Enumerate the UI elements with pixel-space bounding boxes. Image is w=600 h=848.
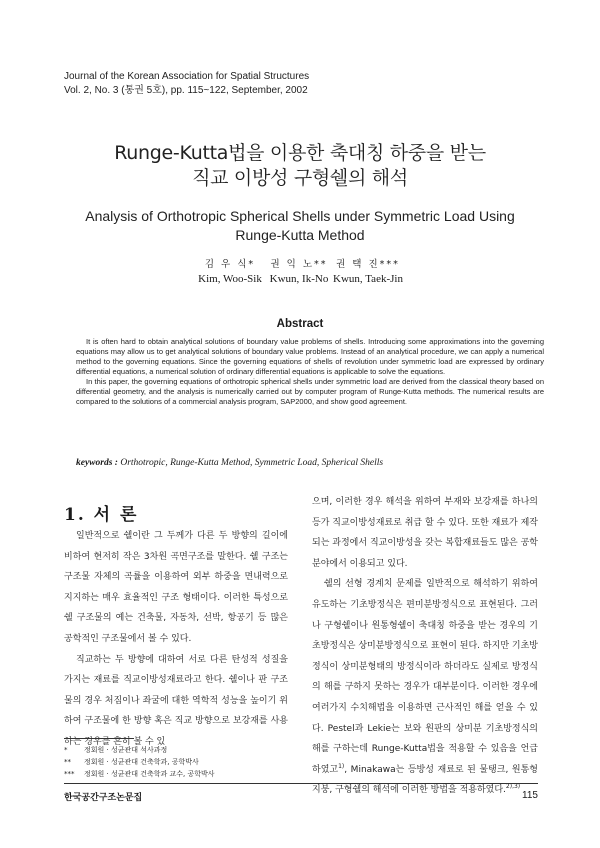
- author-name-ko: 김 우 식*: [204, 259, 256, 270]
- english-title-line1: Analysis of Orthotropic Spherical Shells under Symmetric Load Using: [85, 208, 515, 224]
- footnote: [64, 756, 215, 768]
- author-name-ko: 권 익 노**: [270, 259, 328, 270]
- journal-name: Journal of the Korean Association for Spatial Structures: [64, 71, 310, 82]
- reference-mark: 1): [338, 762, 345, 770]
- body-paragraph: 직교하는 두 방향에 대하여 서로 다른 탄성적 성질을 가지는 재료를 직교이방성재료라고 한다. 쉘이나 판 구조물의 경우 처짐이나 좌굴에 대한 역학적 성능을 높이기 위하여 구조물에 한 방향 혹은 직교 방향으로 보강재를 사용하는 경우를 흔히 볼 수 있: [64, 654, 288, 747]
- footnote-divider: [64, 738, 134, 739]
- footnote-mark: **: [64, 758, 71, 766]
- body-column-left: [64, 526, 288, 753]
- footer-journal-name: 한국공간구조논문집: [64, 793, 143, 803]
- reference-mark: 2),3): [505, 783, 521, 791]
- section-title: 1. 서 론: [64, 505, 139, 525]
- footnote-mark: ***: [64, 770, 75, 778]
- keywords: [76, 458, 383, 468]
- author-name-en: Kwun, Ik-No: [269, 273, 329, 285]
- korean-title-line1: Runge-Kutta법을 이용한 축대칭 하중을 받는: [114, 142, 486, 164]
- author-name-ko: 권 택 진***: [336, 259, 400, 270]
- abstract-paragraph: It is often hard to obtain analytical solutions of boundary value problems of shells. Introducing some approximations into the governing equations may allow us to get analytical solutions of boundary value problems. Instead of an analytical procedure, we can apply a numerical method to the governing equations. Since the governing equations of shells of revolution under symmetric load are expressed by ordinary differential equations, a numerical solution of ordinary differential equations is applicable to solve the equations.: [76, 337, 544, 376]
- footnote-text: 정회원 · 성균관대 건축학과, 공학박사: [84, 758, 199, 766]
- footnote-mark: *: [64, 746, 68, 754]
- footnote: [64, 744, 215, 756]
- body-text: , Minakawa는 등방성 재료로 된 물탱크, 원통형 지붕, 구형쉘의 해석에 이러한 방법을 적용하였다.: [312, 764, 538, 796]
- keywords-text: Orthotropic, Runge-Kutta Method, Symmetric Load, Spherical Shells: [120, 458, 384, 468]
- body-paragraph: 으며, 이러한 경우 해석을 위하여 부재와 보강재를 하나의 등가 직교이방성재료로 취급 할 수 있다. 또한 재료가 제작되는 과정에서 직교이방성을 갖는 복합재료들도 많은 공학 분야에서 이용되고 있다.: [312, 497, 538, 569]
- footnotes: [64, 744, 215, 780]
- body-text: 쉘의 선형 경계치 문제를 일반적으로 해석하기 위하여 유도하는 기초방정식은 편미분방정식으로 표현된다. 그러나 구형쉘이나 원통형쉘이 축대칭 하중을 받는 경우의 기초방정식은 상미분방정식으로 표현이 된다. 하지만 기초방정식이 상미분형태의 방정식이라 하더라도 실제로 방정식의 해를 구하지 못하는 경우가 대부분이다. 이러한 경우에 여러가지 수치해법을 이용하면 근사적인 해를 얻을 수 있다. Pestel과 Lekie는 보와 원판의 상미분 기초방정식의 해를 구하는데 Runge-Kutta법을 적용할 수 있음을 언급하였고: [312, 579, 538, 775]
- journal-header: [64, 70, 309, 98]
- footer-rule: [64, 783, 538, 784]
- korean-title-line2: 직교 이방성 구형쉘의 해석: [192, 167, 408, 189]
- footnote: [64, 768, 215, 780]
- author-3: [308, 257, 428, 287]
- footnote-text: 정회원 · 성균관대 석사과정: [84, 746, 168, 754]
- body-paragraph: 일반적으로 쉘이란 그 두께가 다른 두 방향의 길이에 비하여 현저히 작은 3차원 곡면구조를 말한다. 쉘 구조는 구조물 자체의 곡률을 이용하여 외부 하중을 면내력으로 지지하는 매우 효율적인 구조 형태이다. 이러한 특성으로 쉘 구조물의 예는 건축물, 자동차, 선박, 항공기 등 많은 공학적인 구조물에서 볼 수 있다.: [64, 531, 288, 644]
- keywords-label: keywords :: [76, 458, 118, 468]
- author-name-en: Kwun, Taek-Jin: [333, 273, 403, 285]
- body-column-right: [312, 492, 538, 801]
- abstract-paragraph: In this paper, the governing equations of orthotropic spherical shells under symmetric load are derived from the classical theory based on differential geometry, and the analysis is numerically carried out by computer program of Runge-Kutta methods. The numerical results are compared to the solutions of a commercial analysis program, SAP2000, and show good agreement.: [76, 377, 544, 406]
- journal-volume: Vol. 2, No. 3 (통권 5호), pp. 115~122, September, 2002: [64, 85, 308, 96]
- author-name-en: Kim, Woo-Sik: [198, 273, 262, 285]
- body-paragraph: [312, 574, 538, 801]
- abstract-body: [76, 337, 544, 407]
- abstract-heading: Abstract: [276, 318, 324, 330]
- page-number: 115: [522, 790, 538, 801]
- english-title-line2: Runge-Kutta Method: [235, 227, 365, 243]
- footnote-text: 정회원 · 성균관대 건축학과 교수, 공학박사: [84, 770, 215, 778]
